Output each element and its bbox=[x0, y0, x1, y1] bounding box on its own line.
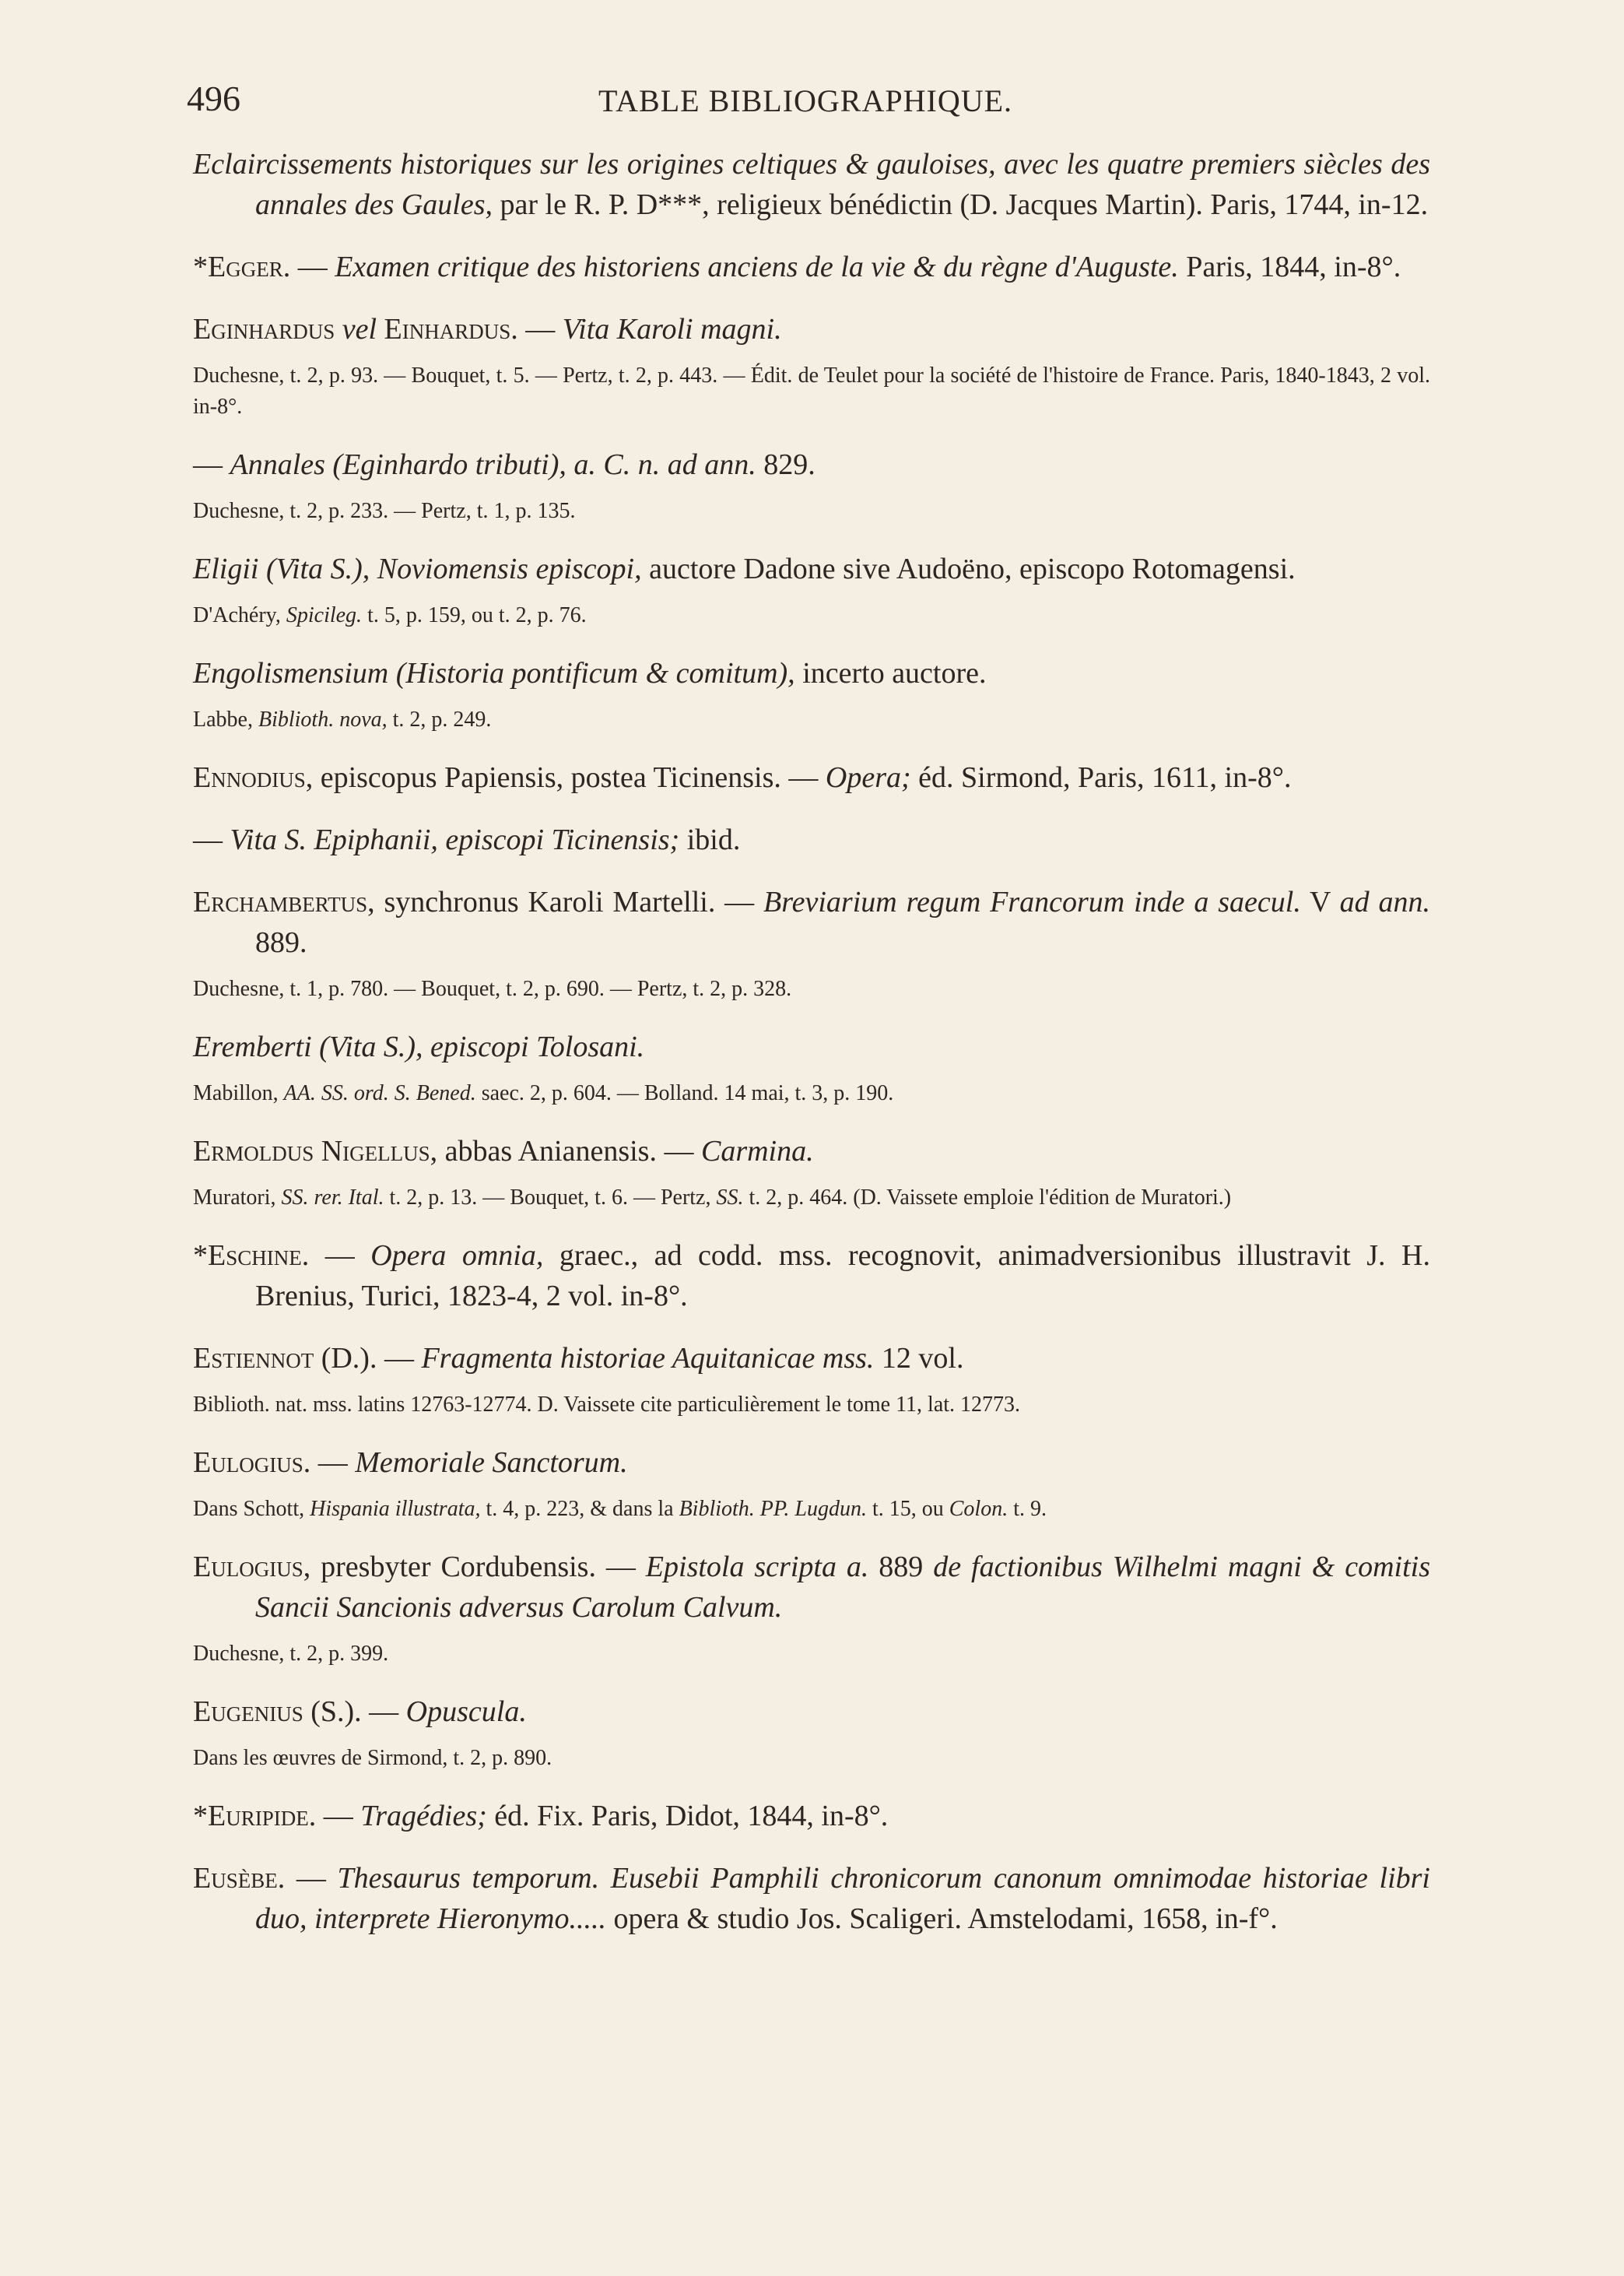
entry-details: auctore Dadone sive Audoëno, episcopo Rotomagensi. bbox=[641, 553, 1296, 585]
entry-details: synchronus Karoli Martelli. — bbox=[374, 886, 764, 918]
entry-title: Engolismensium (Historia pontificum & comitum), bbox=[193, 657, 795, 690]
bibliography-entry bbox=[193, 144, 1430, 225]
entry-details: (S.). — bbox=[303, 1695, 406, 1728]
entry-details: presbyter Cordubensis. — bbox=[310, 1551, 646, 1583]
entry-heading bbox=[193, 1235, 1430, 1316]
bibliography-entry bbox=[193, 882, 1430, 1005]
entry-author: *Eschine. bbox=[193, 1239, 310, 1272]
entry-details: incerto auctore. bbox=[794, 657, 987, 690]
entry-note: Mabillon, AA. SS. ord. S. Bened. saec. 2, p. 604. — Bolland. 14 mai, t. 3, p. 190. bbox=[193, 1081, 894, 1105]
entry-author: Eulogius, bbox=[193, 1551, 311, 1583]
entry-separator: — bbox=[517, 313, 563, 346]
entry-note: Dans les œuvres de Sirmond, t. 2, p. 890. bbox=[193, 1746, 552, 1770]
entry-title: Thesaurus temporum. Eusebii Pamphili chronicorum canonum omnimodae historiae libri duo, interprete Hieronymo..... bbox=[255, 1862, 1430, 1935]
bibliography-entry bbox=[193, 1338, 1430, 1421]
bibliography-entry bbox=[193, 1858, 1430, 1939]
bibliography-entry bbox=[193, 820, 1430, 860]
entry-title: Vita Karoli magni. bbox=[562, 313, 782, 346]
bibliography-entry bbox=[193, 549, 1430, 631]
entry-title: Opera; bbox=[825, 761, 911, 794]
entry-separator: — bbox=[290, 251, 335, 283]
entry-title: Breviarium regum Francorum inde a saecul. bbox=[763, 886, 1301, 918]
entry-separator: — bbox=[285, 1862, 338, 1895]
entry-heading bbox=[193, 653, 1430, 694]
bibliography-entry bbox=[193, 1235, 1430, 1316]
bibliography-entry bbox=[193, 1131, 1430, 1214]
entry-title: Annales (Eginhardo tributi), a. C. n. ad ann. bbox=[230, 448, 756, 481]
entry-author: Eginhardus bbox=[193, 313, 335, 346]
entry-title: Vita S. Epiphanii, episcopi Ticinensis; bbox=[230, 824, 680, 856]
entry-note: Duchesne, t. 2, p. 93. — Bouquet, t. 5. — Pertz, t. 2, p. 443. — Édit. de Teulet pour la société de l'histoire de France. Paris, 1840-1843, 2 vol. in-8°. bbox=[193, 364, 1430, 419]
bibliography-entry bbox=[193, 1027, 1430, 1109]
entry-title: Memoriale Sanctorum. bbox=[355, 1446, 628, 1479]
bibliography-entry bbox=[193, 1691, 1430, 1774]
page-number: 496 bbox=[187, 79, 240, 118]
entry-heading bbox=[193, 1338, 1430, 1379]
entry-details: episcopus Papiensis, postea Ticinensis. — bbox=[313, 761, 826, 794]
entry-title: Carmina. bbox=[700, 1135, 814, 1168]
entry-heading bbox=[193, 549, 1430, 589]
entry-separator: — bbox=[310, 1446, 356, 1479]
entry-author: Ermoldus Nigellus, bbox=[193, 1135, 438, 1168]
entry-heading: Eulogius, presbyter Cordubensis. — Epistola scripta a. 889 de factionibus Wilhelmi magni & comitis Sancii Sancionis adversus Carolum Calvum. bbox=[193, 1551, 1430, 1624]
entry-title: Epistola scripta a. bbox=[645, 1551, 869, 1583]
entry-heading bbox=[193, 309, 1430, 349]
entry-title: Eligii (Vita S.), Noviomensis episcopi, bbox=[193, 553, 642, 585]
entry-author: *Egger. bbox=[193, 251, 291, 283]
entry-author: Eugenius bbox=[193, 1695, 303, 1728]
entry-note: Duchesne, t. 2, p. 399. bbox=[193, 1642, 389, 1666]
entry-author: Estiennot bbox=[193, 1342, 314, 1375]
entry-heading bbox=[193, 1858, 1430, 1939]
entry-note: Duchesne, t. 1, p. 780. — Bouquet, t. 2, p. 690. — Pertz, t. 2, p. 328. bbox=[193, 977, 792, 1001]
entry-heading bbox=[193, 1796, 1430, 1836]
entry-details: opera & studio Jos. Scaligeri. Amstelodami, 1658, in-f°. bbox=[606, 1902, 1278, 1935]
entry-heading bbox=[193, 1442, 1430, 1483]
entry-author: Ennodius, bbox=[193, 761, 314, 794]
entry-heading: Erchambertus, synchronus Karoli Martelli. — Breviarium regum Francorum inde a saecul. V ad ann. 889. bbox=[193, 886, 1431, 959]
page-header bbox=[187, 78, 1424, 125]
entry-heading bbox=[193, 1691, 1430, 1732]
bibliography-entry bbox=[193, 757, 1430, 798]
entry-title: Opera omnia, bbox=[370, 1239, 544, 1272]
entry-details: (D.). — bbox=[314, 1342, 422, 1375]
entry-heading bbox=[193, 144, 1430, 225]
entry-note: Labbe, Biblioth. nova, t. 2, p. 249. bbox=[193, 708, 492, 732]
entry-author: Eusèbe. bbox=[193, 1862, 286, 1895]
entry-details: 829. bbox=[756, 448, 816, 481]
entry-author: Erchambertus, bbox=[193, 886, 375, 918]
entry-details: abbas Anianensis. — bbox=[437, 1135, 701, 1168]
bibliography-entry bbox=[193, 309, 1430, 423]
entry-heading bbox=[193, 1131, 1430, 1171]
bibliography-entry bbox=[193, 653, 1430, 736]
bibliography-entry bbox=[193, 247, 1430, 287]
entry-note: Duchesne, t. 2, p. 233. — Pertz, t. 1, p. 135. bbox=[193, 499, 576, 523]
entry-title: Tragédies; bbox=[360, 1800, 487, 1832]
bibliography-entry bbox=[193, 1547, 1430, 1670]
bibliography-entry bbox=[193, 1796, 1430, 1836]
entry-title: Eclaircissements historiques sur les origines celtiques & gauloises, avec les quatre premiers siècles des annales des Gaules, bbox=[193, 148, 1430, 221]
entry-note: Dans Schott, Hispania illustrata, t. 4, p. 223, & dans la Biblioth. PP. Lugdun. t. 15, ou Colon. t. 9. bbox=[193, 1497, 1047, 1521]
bibliography-list bbox=[193, 144, 1430, 1939]
entry-heading bbox=[193, 444, 1430, 485]
entry-separator: — bbox=[309, 1239, 371, 1272]
entry-note: D'Achéry, Spicileg. t. 5, p. 159, ou t. 2, p. 76. bbox=[193, 603, 587, 627]
entry-details: par le R. P. D***, religieux bénédictin (D. Jacques Martin). Paris, 1744, in-12. bbox=[493, 188, 1429, 221]
entry-title: Fragmenta historiae Aquitanicae mss. bbox=[421, 1342, 875, 1375]
entry-separator: — bbox=[316, 1800, 361, 1832]
entry-author: *Euripide. bbox=[193, 1800, 317, 1832]
entry-heading bbox=[193, 820, 1430, 860]
entry-dash: — bbox=[193, 824, 230, 856]
entry-heading bbox=[193, 757, 1430, 798]
entry-details: éd. Sirmond, Paris, 1611, in-8°. bbox=[910, 761, 1292, 794]
entry-heading bbox=[193, 247, 1430, 287]
entry-note: Biblioth. nat. mss. latins 12763-12774. D. Vaissete cite particulièrement le tome 11, lat. 12773. bbox=[193, 1393, 1021, 1417]
entry-heading bbox=[193, 1027, 1430, 1067]
bibliography-entry bbox=[193, 1442, 1430, 1525]
entry-title: Eremberti (Vita S.), episcopi Tolosani. bbox=[193, 1031, 645, 1063]
entry-details: 12 vol. bbox=[874, 1342, 964, 1375]
entry-connector: vel bbox=[335, 313, 384, 346]
entry-details: ibid. bbox=[679, 824, 741, 856]
entry-details: graec., ad codd. mss. recognovit, animadversionibus illustravit J. H. Brenius, Turici, 1823-4, 2 vol. in-8°. bbox=[255, 1239, 1430, 1312]
entry-author-alt: Einhardus. bbox=[384, 313, 518, 346]
entry-details: éd. Fix. Paris, Didot, 1844, in-8°. bbox=[486, 1800, 889, 1832]
entry-title: Examen critique des historiens anciens de la vie & du règne d'Auguste. bbox=[335, 251, 1179, 283]
running-title: TABLE BIBLIOGRAPHIQUE. bbox=[598, 83, 1013, 118]
entry-details: Paris, 1844, in-8°. bbox=[1178, 251, 1401, 283]
entry-author: Eulogius. bbox=[193, 1446, 311, 1479]
bibliography-entry bbox=[193, 444, 1430, 527]
entry-dash: — bbox=[193, 448, 230, 481]
entry-title: Opuscula. bbox=[405, 1695, 527, 1728]
entry-note: Muratori, SS. rer. Ital. t. 2, p. 13. — Bouquet, t. 6. — Pertz, SS. t. 2, p. 464. (D. Vaissete emploie l'édition de Muratori.) bbox=[193, 1185, 1232, 1210]
